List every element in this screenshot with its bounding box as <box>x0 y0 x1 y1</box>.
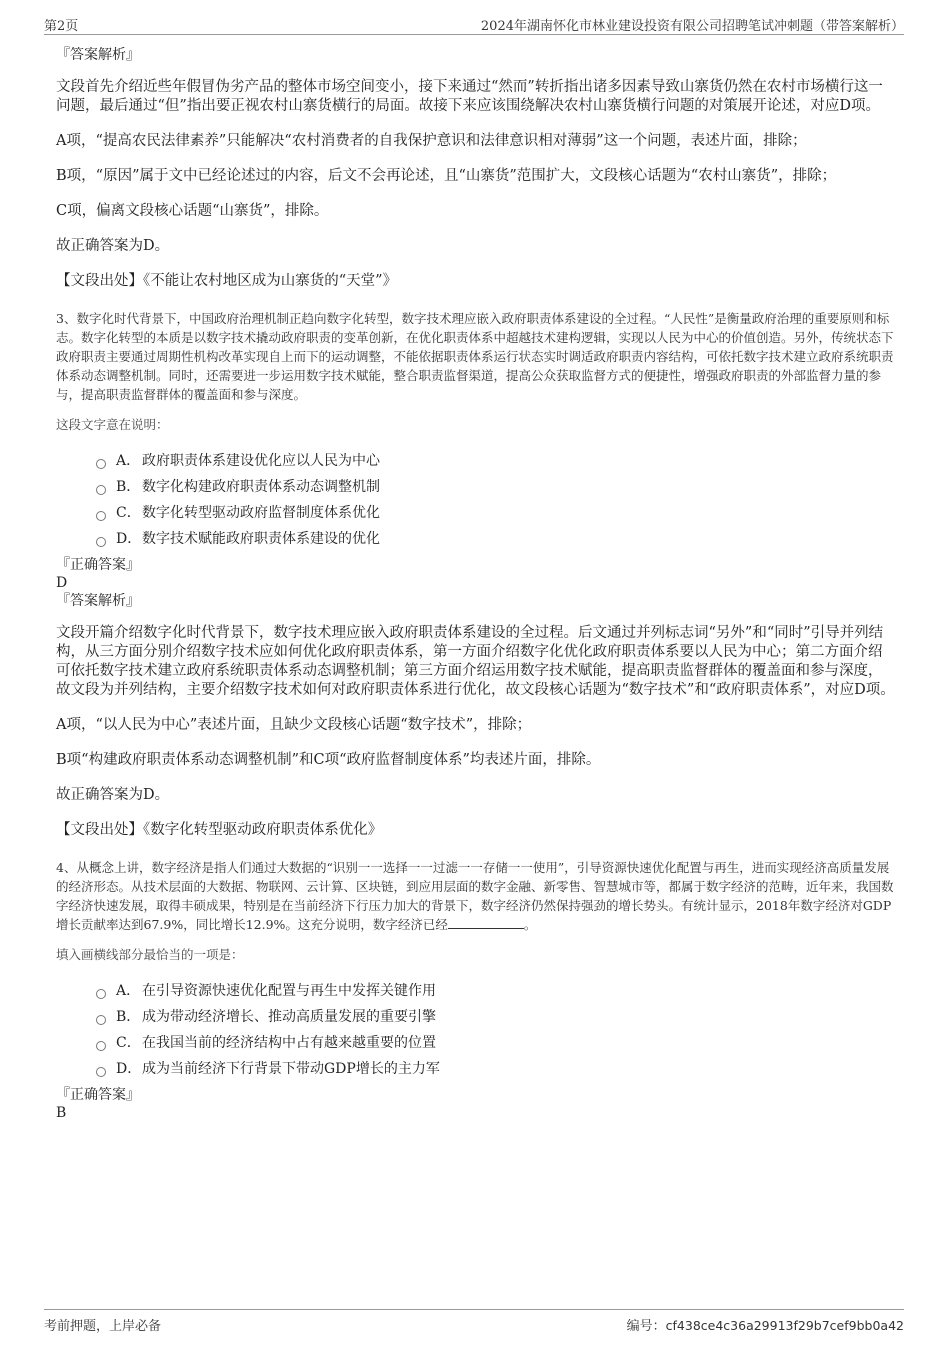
source-citation: 【文段出处】《数字化转型驱动政府职责体系优化》 <box>56 822 383 838</box>
option-text: 数字技术赋能政府职责体系建设的优化 <box>142 531 380 547</box>
document-code <box>627 1315 904 1334</box>
radio-icon[interactable] <box>96 989 106 999</box>
correct-answer: B <box>56 1105 67 1121</box>
analysis-paragraph: C项，偏离文段核心话题“山寨货”，排除。 <box>56 203 329 219</box>
page-header <box>44 14 904 35</box>
option-a[interactable] <box>96 978 896 1004</box>
option-c[interactable] <box>96 500 896 526</box>
option-text: 在我国当前的经济结构中占有越来越重要的位置 <box>142 1035 436 1051</box>
page-number: 第2页 <box>44 19 79 34</box>
option-text: 在引导资源快速优化配置与再生中发挥关键作用 <box>142 983 436 999</box>
option-letter: B． <box>116 479 141 495</box>
question-4-prompt: 填入画横线部分最恰当的一项是： <box>56 947 244 962</box>
correct-answer-label: 『正确答案』 <box>56 557 140 573</box>
analysis-paragraph: 文段开篇介绍数字化时代背景下，数字技术理应嵌入政府职责体系建设的全过程。后文通过并列标志词“另外”和“同时”引导并列结构，从三方面分别介绍数字技术应如何优化政府职责体系，第一方面介绍数字化优化政府职责体系要以人民为中心；第二方面介绍可依托数字技术建立政府系统职责体系动态调整机制；第三方面介绍运用数字技术赋能，提高职责监督群体的覆盖面和参与深度，故文段为并列结构，主要介绍数字技术如何对政府职责体系进行优化，故文段核心话题为“数字技术”和“政府职责体系”，对应D项。 <box>56 625 895 698</box>
option-b[interactable] <box>96 1004 896 1030</box>
analysis-paragraph: A项，“提高农民法律素养”只能解决“农村消费者的自我保护意识和法律意识相对薄弱”这一个问题，表述片面，排除； <box>56 133 807 149</box>
analysis-label: 『答案解析』 <box>56 47 140 63</box>
radio-icon[interactable] <box>96 1015 106 1025</box>
option-text: 成为当前经济下行背景下带动GDP增长的主力军 <box>142 1061 440 1077</box>
option-letter: B． <box>116 1009 141 1025</box>
radio-icon[interactable] <box>96 1067 106 1077</box>
option-letter: C． <box>116 505 141 521</box>
radio-icon[interactable] <box>96 537 106 547</box>
fill-blank-line <box>448 916 524 929</box>
final-answer-line: 故正确答案为D。 <box>56 238 170 254</box>
option-c[interactable] <box>96 1030 896 1056</box>
option-text: 成为带动经济增长、推动高质量发展的重要引擎 <box>142 1009 436 1025</box>
question-4-options <box>96 978 896 1082</box>
final-answer-line: 故正确答案为D。 <box>56 787 170 803</box>
footer-slogan: 考前押题，上岸必备 <box>44 1319 162 1334</box>
question-4-stem-end: 。 <box>523 917 537 932</box>
radio-icon[interactable] <box>96 459 106 469</box>
option-letter: C． <box>116 1035 141 1051</box>
radio-icon[interactable] <box>96 485 106 495</box>
analysis-label: 『答案解析』 <box>56 593 140 609</box>
page-content <box>56 46 896 1122</box>
radio-icon[interactable] <box>96 1041 106 1051</box>
analysis-paragraph: B项“构建政府职责体系动态调整机制”和C项“政府监督制度体系”均表述片面，排除。 <box>56 752 601 768</box>
question-4-stem <box>56 858 896 934</box>
option-letter: D． <box>116 1061 142 1077</box>
option-b[interactable] <box>96 474 896 500</box>
option-letter: A． <box>116 453 141 469</box>
question-4-stem-text: 4、从概念上讲，数字经济是指人们通过大数据的“识别一一选择一一过滤一一存储一一使用”，引导资源快速优化配置与再生，进而实现经济高质量发展的经济形态。从技术层面的大数据、物联网、云计算、区块链，到应用层面的数字金融、新零售、智慧城市等，都属于数字经济的范畴，近年来，我国数字经济快速发展，取得丰硕成果，特别是在当前经济下行压力加大的背景下，数字经济仍然保持强劲的增长势头。有统计显示，2018年数字经济对GDP增长贡献率达到67.9%，同比增长12.9%。这充分说明，数字经济已经 <box>56 860 894 932</box>
analysis-paragraph: 文段首先介绍近些年假冒伪劣产品的整体市场空间变小，接下来通过“然而”转折指出诸多因素导致山寨货仍然在农村市场横行这一问题，最后通过“但”指出要正视农村山寨货横行的局面。故接下来应该围绕解决农村山寨货横行问题的对策展开论述，对应D项。 <box>56 79 883 114</box>
question-3-prompt: 这段文字意在说明： <box>56 417 169 432</box>
question-3-stem: 3、数字化时代背景下，中国政府治理机制正趋向数字化转型，数字技术理应嵌入政府职责体系建设的全过程。“人民性”是衡量政府治理的重要原则和标志。数字化转型的本质是以数字技术撬动政府职责的变革创新，在优化职责体系中超越技术建构逻辑，实现以人民为中心的价值创造。另外，传统状态下政府职责主要通过周期性机构改革实现自上而下的运动调整，不能依据职责体系运行状态实时调适政府职责内容结构，可依托数字技术建立政府系统职责体系动态调整机制。同时，还需要进一步运用数字技术赋能，整合职责监督渠道，提高公众获取监督方式的便捷性，增强政府职责的外部监督力量的参与，提高职责监督群体的覆盖面和参与深度。 <box>56 311 894 402</box>
code-value: cf438ce4c36a29913f29b7cef9bb0a42 <box>665 1318 904 1333</box>
option-d[interactable] <box>96 1056 896 1082</box>
option-d[interactable] <box>96 526 896 552</box>
radio-icon[interactable] <box>96 511 106 521</box>
correct-answer: D <box>56 575 68 591</box>
option-letter: A． <box>116 983 141 999</box>
option-text: 数字化构建政府职责体系动态调整机制 <box>142 479 380 495</box>
correct-answer-label: 『正确答案』 <box>56 1087 140 1103</box>
page-footer <box>44 1309 904 1334</box>
code-label: 编号： <box>626 1319 666 1334</box>
document-title: 2024年湖南怀化市林业建设投资有限公司招聘笔试冲刺题（带答案解析） <box>480 19 904 34</box>
option-text: 政府职责体系建设优化应以人民为中心 <box>142 453 380 469</box>
analysis-paragraph: B项，“原因”属于文中已经论述过的内容，后文不会再论述，且“山寨货”范围扩大，文段核心话题为“农村山寨货”，排除； <box>56 168 837 184</box>
option-text: 数字化转型驱动政府监督制度体系优化 <box>142 505 380 521</box>
option-letter: D． <box>116 531 142 547</box>
option-a[interactable] <box>96 448 896 474</box>
source-citation: 【文段出处】《不能让农村地区成为山寨货的“天堂”》 <box>56 273 398 289</box>
question-3-options <box>96 448 896 552</box>
analysis-paragraph: A项，“以人民为中心”表述片面，且缺少文段核心话题“数字技术”，排除； <box>56 717 532 733</box>
